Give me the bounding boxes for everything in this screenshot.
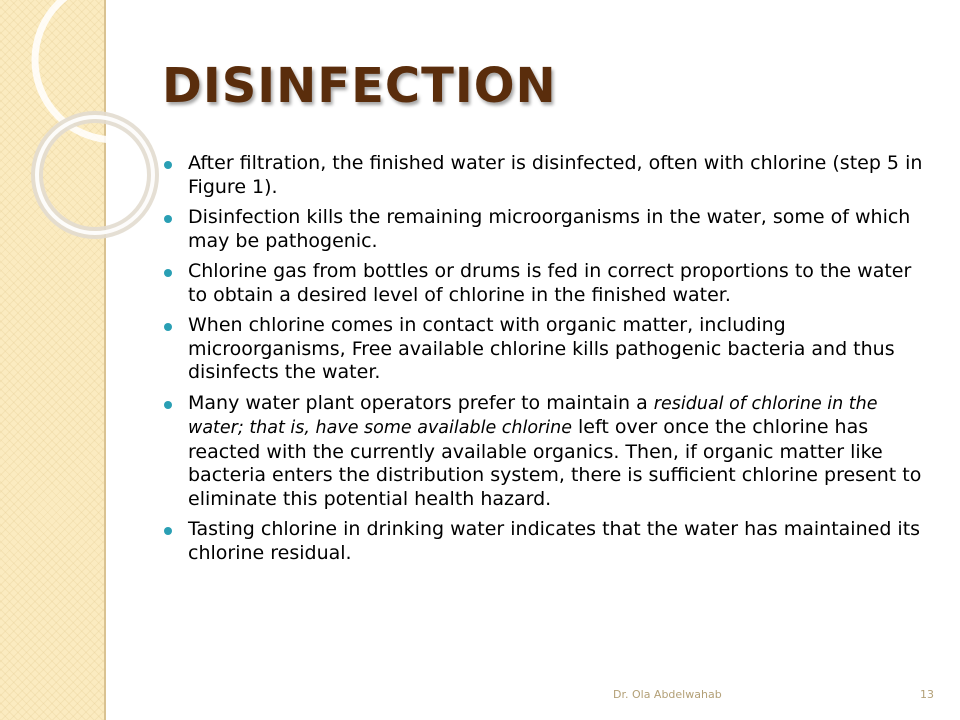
bullet-item: Chlorine gas from bottles or drums is fed in correct proportions to the water to obtain a desired level of chlorine in the finished water.	[162, 260, 932, 307]
bullet-item: When chlorine comes in contact with organic matter, including microorganisms, Free available chlorine kills pathogenic bacteria and thus disinfects the water.	[162, 314, 932, 385]
bullet-item: Disinfection kills the remaining microorganisms in the water, some of which may be pathogenic.	[162, 206, 932, 253]
bullet-list	[162, 152, 932, 572]
decorative-swirl	[0, 0, 180, 260]
footer-author: Dr. Ola Abdelwahab	[613, 688, 722, 701]
page-number: 13	[920, 688, 934, 701]
bullet-item	[162, 392, 932, 512]
bullet-item: After filtration, the finished water is disinfected, often with chlorine (step 5 in Figure 1).	[162, 152, 932, 199]
slide-title: DISINFECTION	[162, 58, 557, 114]
bullet-emphasis: residual of chlorine in the water; that is, have some available chlorine	[188, 393, 878, 438]
bullet-item: Tasting chlorine in drinking water indicates that the water has maintained its chlorine residual.	[162, 518, 932, 565]
bullet-text: Many water plant operators prefer to maintain a	[188, 391, 654, 414]
bullet-text: left over once the chlorine has reacted with the currently available organics. Then, if organic matter like bacteria enters the distribution system, there is sufficient chlorine present to eliminate this potential health hazard.	[188, 416, 922, 510]
